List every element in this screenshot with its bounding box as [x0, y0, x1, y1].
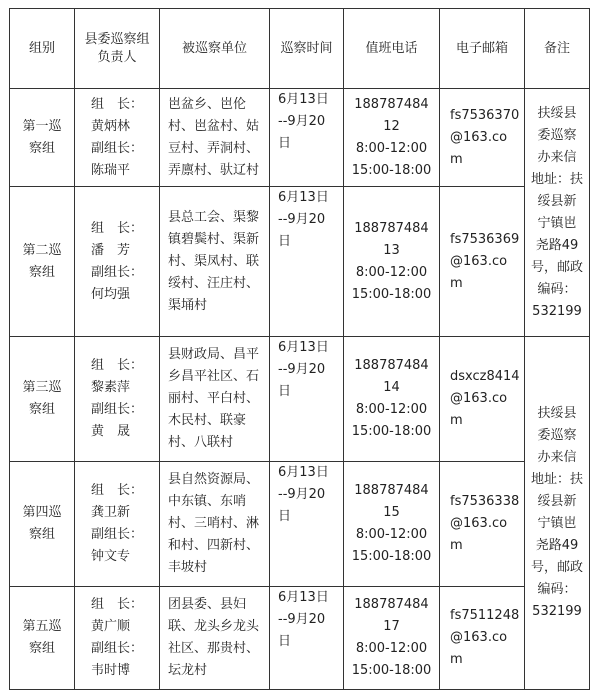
row-4-phone: [343, 461, 440, 587]
row-4-lead: [74, 461, 160, 587]
row-2-group: [9, 186, 75, 337]
row-1-time: [269, 88, 344, 187]
row-1-group-text: 第一巡 察组: [22, 118, 62, 156]
header-group: [9, 8, 75, 89]
note-2-text: 扶绥县 委巡察 办来信 地址：扶 绥县新 宁镇岜 尧路49 号，邮政 编码： 532199: [530, 406, 583, 619]
row-2-units: [159, 186, 270, 337]
row-4-group-text: 第四巡 察组: [22, 505, 62, 542]
row-3-phone-text: 188787484 14 8:00-12:00 15:00-18:00: [351, 358, 432, 439]
row-3-time: [269, 336, 344, 462]
header-email: [439, 8, 525, 89]
row-3-units-text: 县财政局、昌平乡昌平社区、石丽村、平白村、木民村、联豪村、八联村: [168, 347, 260, 450]
row-2-phone: [343, 186, 440, 337]
row-1-group: [9, 88, 75, 187]
row-1-phone-text: 188787484 12 8:00-12:00 15:00-18:00: [351, 96, 432, 178]
row-1-email-text: fs7536370 @163.co m: [450, 107, 520, 167]
row-1-email: [439, 88, 525, 187]
row-5-units: [159, 586, 270, 690]
row-5-units-text: 团县委、县妇联、龙头乡龙头社区、那贵村、坛龙村: [168, 597, 260, 678]
row-2-time: [269, 186, 344, 337]
row-5-phone: [343, 586, 440, 690]
row-4-group: [9, 461, 75, 587]
row-5-time-text: 6月13日 --9月20 日: [278, 590, 329, 649]
row-5-email-text: fs7511248 @163.co m: [450, 608, 520, 667]
row-4-units: [159, 461, 270, 587]
row-2-group-text: 第二巡 察组: [22, 242, 62, 280]
row-2-email: [439, 186, 525, 337]
row-3-email: [439, 336, 525, 462]
header-time: [269, 8, 344, 89]
row-3-lead: [74, 336, 160, 462]
header-leader: [74, 8, 160, 89]
note-2: [524, 336, 590, 690]
row-3-group-text: 第三巡 察组: [22, 380, 62, 417]
header-units: [159, 8, 270, 89]
row-4-email: [439, 461, 525, 587]
row-2-lead: [74, 186, 160, 337]
header-note-text: 备注: [543, 40, 570, 56]
row-5-lead: [74, 586, 160, 690]
row-2-lead-text: 组 长： 潘 芳 副组长： 何均强: [90, 220, 143, 302]
row-2-time-text: 6月13日 --9月20 日: [278, 190, 329, 249]
row-5-email: [439, 586, 525, 690]
row-1-units-text: 岜盆乡、岜伦村、岜盆村、姑豆村、弄洞村、弄廪村、驮辽村: [168, 96, 260, 178]
row-5-phone-text: 188787484 17 8:00-12:00 15:00-18:00: [351, 597, 432, 678]
row-2-email-text: fs7536369 @163.co m: [450, 231, 520, 291]
row-2-units-text: 县总工会、渠黎镇碧鬓村、渠新村、渠凤村、联绥村、汪庄村、渠埇村: [168, 209, 260, 313]
header-leader-text: 县委巡察组负责人: [84, 31, 150, 65]
row-3-time-text: 6月13日 --9月20 日: [278, 340, 329, 399]
row-5-group: [9, 586, 75, 690]
header-time-text: 巡察时间: [280, 40, 333, 56]
row-3-group: [9, 336, 75, 462]
row-3-email-text: dsxcz8414 @163.co m: [450, 369, 520, 428]
header-units-text: 被巡察单位: [181, 40, 247, 56]
header-phone-text: 值班电话: [365, 40, 418, 56]
row-4-phone-text: 188787484 15 8:00-12:00 15:00-18:00: [351, 483, 432, 564]
inspection-table: [9, 8, 589, 689]
header-email-text: 电子邮箱: [455, 40, 508, 56]
row-1-units: [159, 88, 270, 187]
row-4-time-text: 6月13日 --9月20 日: [278, 465, 329, 524]
header-phone: [343, 8, 440, 89]
header-group-text: 组别: [28, 40, 55, 56]
row-1-phone: [343, 88, 440, 187]
row-3-units: [159, 336, 270, 462]
row-4-units-text: 县自然资源局、中东镇、东哨村、三哨村、淋和村、四新村、丰坡村: [168, 472, 260, 575]
row-5-time: [269, 586, 344, 690]
row-1-lead: [74, 88, 160, 187]
row-3-lead-text: 组 长： 黎素萍 副组长： 黄 晟: [90, 358, 143, 439]
row-4-time: [269, 461, 344, 587]
row-5-group-text: 第五巡 察组: [22, 619, 62, 656]
row-5-lead-text: 组 长： 黄广顺 副组长： 韦时博: [90, 597, 143, 678]
row-1-lead-text: 组 长： 黄炳林 副组长： 陈瑞平: [90, 96, 143, 178]
row-3-phone: [343, 336, 440, 462]
row-4-email-text: fs7536338 @163.co m: [450, 494, 520, 553]
note-1: [524, 88, 590, 337]
row-1-time-text: 6月13日 --9月20 日: [278, 92, 329, 151]
header-note: [524, 8, 590, 89]
row-4-lead-text: 组 长： 龚卫新 副组长： 钟文专: [90, 483, 143, 564]
note-1-text: 扶绥县 委巡察 办来信 地址：扶 绥县新 宁镇岜 尧路49 号，邮政 编码： 532199: [530, 105, 583, 319]
row-2-phone-text: 188787484 13 8:00-12:00 15:00-18:00: [351, 220, 432, 302]
